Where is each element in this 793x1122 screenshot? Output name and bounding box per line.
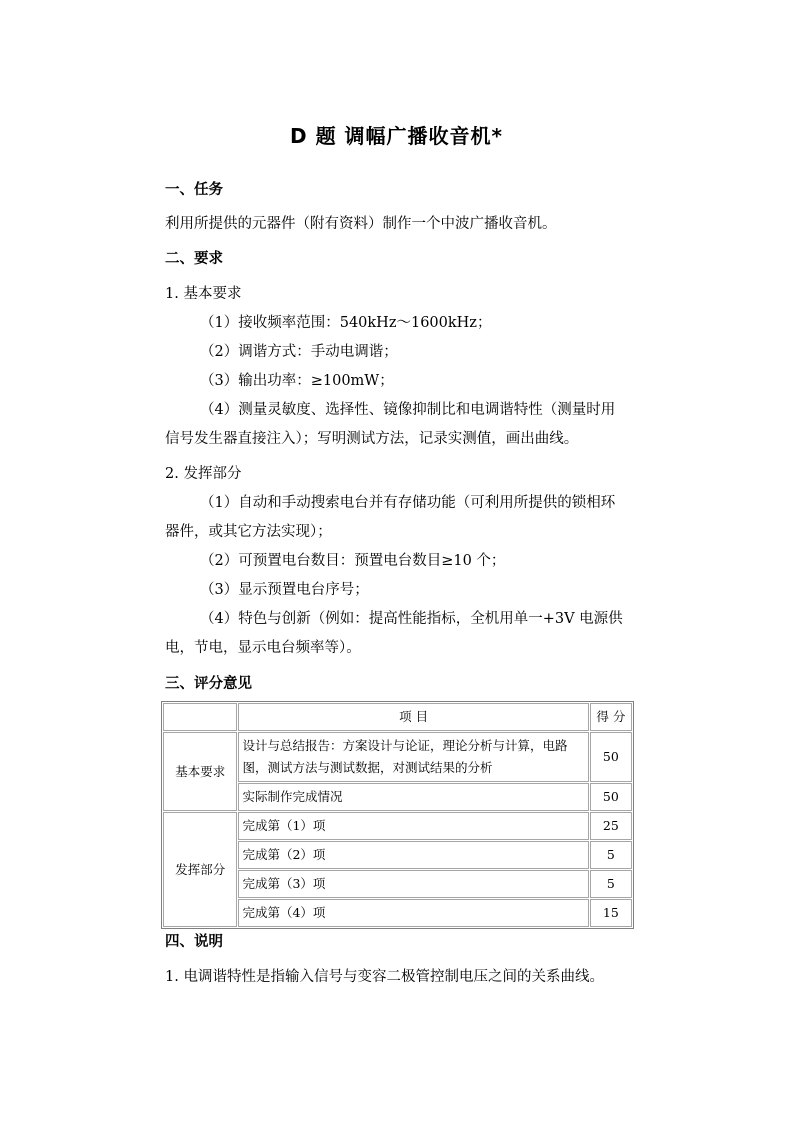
basic-item-4-continued: 信号发生器直接注入）；写明测试方法，记录实测值，画出曲线。	[165, 431, 579, 447]
table-cell-item: 完成第（2）项	[238, 841, 588, 869]
task-body: 利用所提供的元器件（附有资料）制作一个中波广播收音机。	[165, 216, 557, 232]
table-group-extended: 发挥部分	[163, 812, 237, 927]
section-heading-requirements: 二、要求	[165, 251, 223, 267]
table-cell-item: 实际制作完成情况	[238, 783, 588, 811]
table-row	[163, 812, 632, 840]
table-header-item: 项 目	[238, 703, 588, 731]
table-group-basic: 基本要求	[163, 732, 237, 811]
extended-item-1: （1）自动和手动搜索电台并有存储功能（可利用所提供的锁相环	[200, 495, 616, 511]
table-cell-score: 25	[590, 812, 632, 840]
table-header-score: 得 分	[590, 703, 632, 731]
table-cell-item: 完成第（3）项	[238, 870, 588, 898]
extended-item-4-continued: 电，节电，显示电台频率等）。	[165, 640, 361, 656]
table-cell-score: 15	[590, 899, 632, 927]
table-cell-score: 50	[590, 732, 632, 782]
table-cell-score: 5	[590, 841, 632, 869]
page-title: D 题 调幅广播收音机*	[290, 124, 503, 148]
extended-item-3: （3）显示预置电台序号；	[200, 582, 369, 598]
table-cell-score: 50	[590, 783, 632, 811]
basic-item-3: （3）输出功率：≥100mW；	[200, 373, 394, 389]
extended-item-1-continued: 器件，或其它方法实现）；	[165, 524, 332, 540]
basic-item-2: （2）调谐方式：手动电调谐；	[200, 344, 398, 360]
basic-requirements-heading: 1. 基本要求	[165, 286, 242, 302]
table-row	[163, 732, 632, 782]
basic-item-1: （1）接收频率范围：540kHz～1600kHz；	[200, 315, 492, 331]
table-cell-item: 完成第（4）项	[238, 899, 588, 927]
extended-heading: 2. 发挥部分	[165, 466, 242, 482]
table-cell-item: 设计与总结报告：方案设计与论证，理论分析与计算，电路图，测试方法与测试数据，对测试结果的分析	[238, 732, 588, 782]
table-header-row	[163, 703, 632, 731]
table-cell-score: 5	[590, 870, 632, 898]
basic-item-4: （4）测量灵敏度、选择性、镜像抑制比和电调谐特性（测量时用	[200, 402, 616, 418]
table-cell-item: 完成第（1）项	[238, 812, 588, 840]
section-heading-scoring: 三、评分意见	[165, 676, 252, 692]
section-heading-task: 一、任务	[165, 182, 223, 198]
scoring-table	[161, 701, 634, 929]
extended-item-4: （4）特色与创新（例如：提高性能指标，全机用单一+3V 电源供	[200, 611, 623, 627]
section-heading-notes: 四、说明	[165, 934, 223, 950]
note-item-1: 1. 电调谐特性是指输入信号与变容二极管控制电压之间的关系曲线。	[165, 969, 604, 985]
table-header-blank	[163, 703, 237, 731]
extended-item-2: （2）可预置电台数目：预置电台数目≥10 个；	[200, 553, 506, 569]
